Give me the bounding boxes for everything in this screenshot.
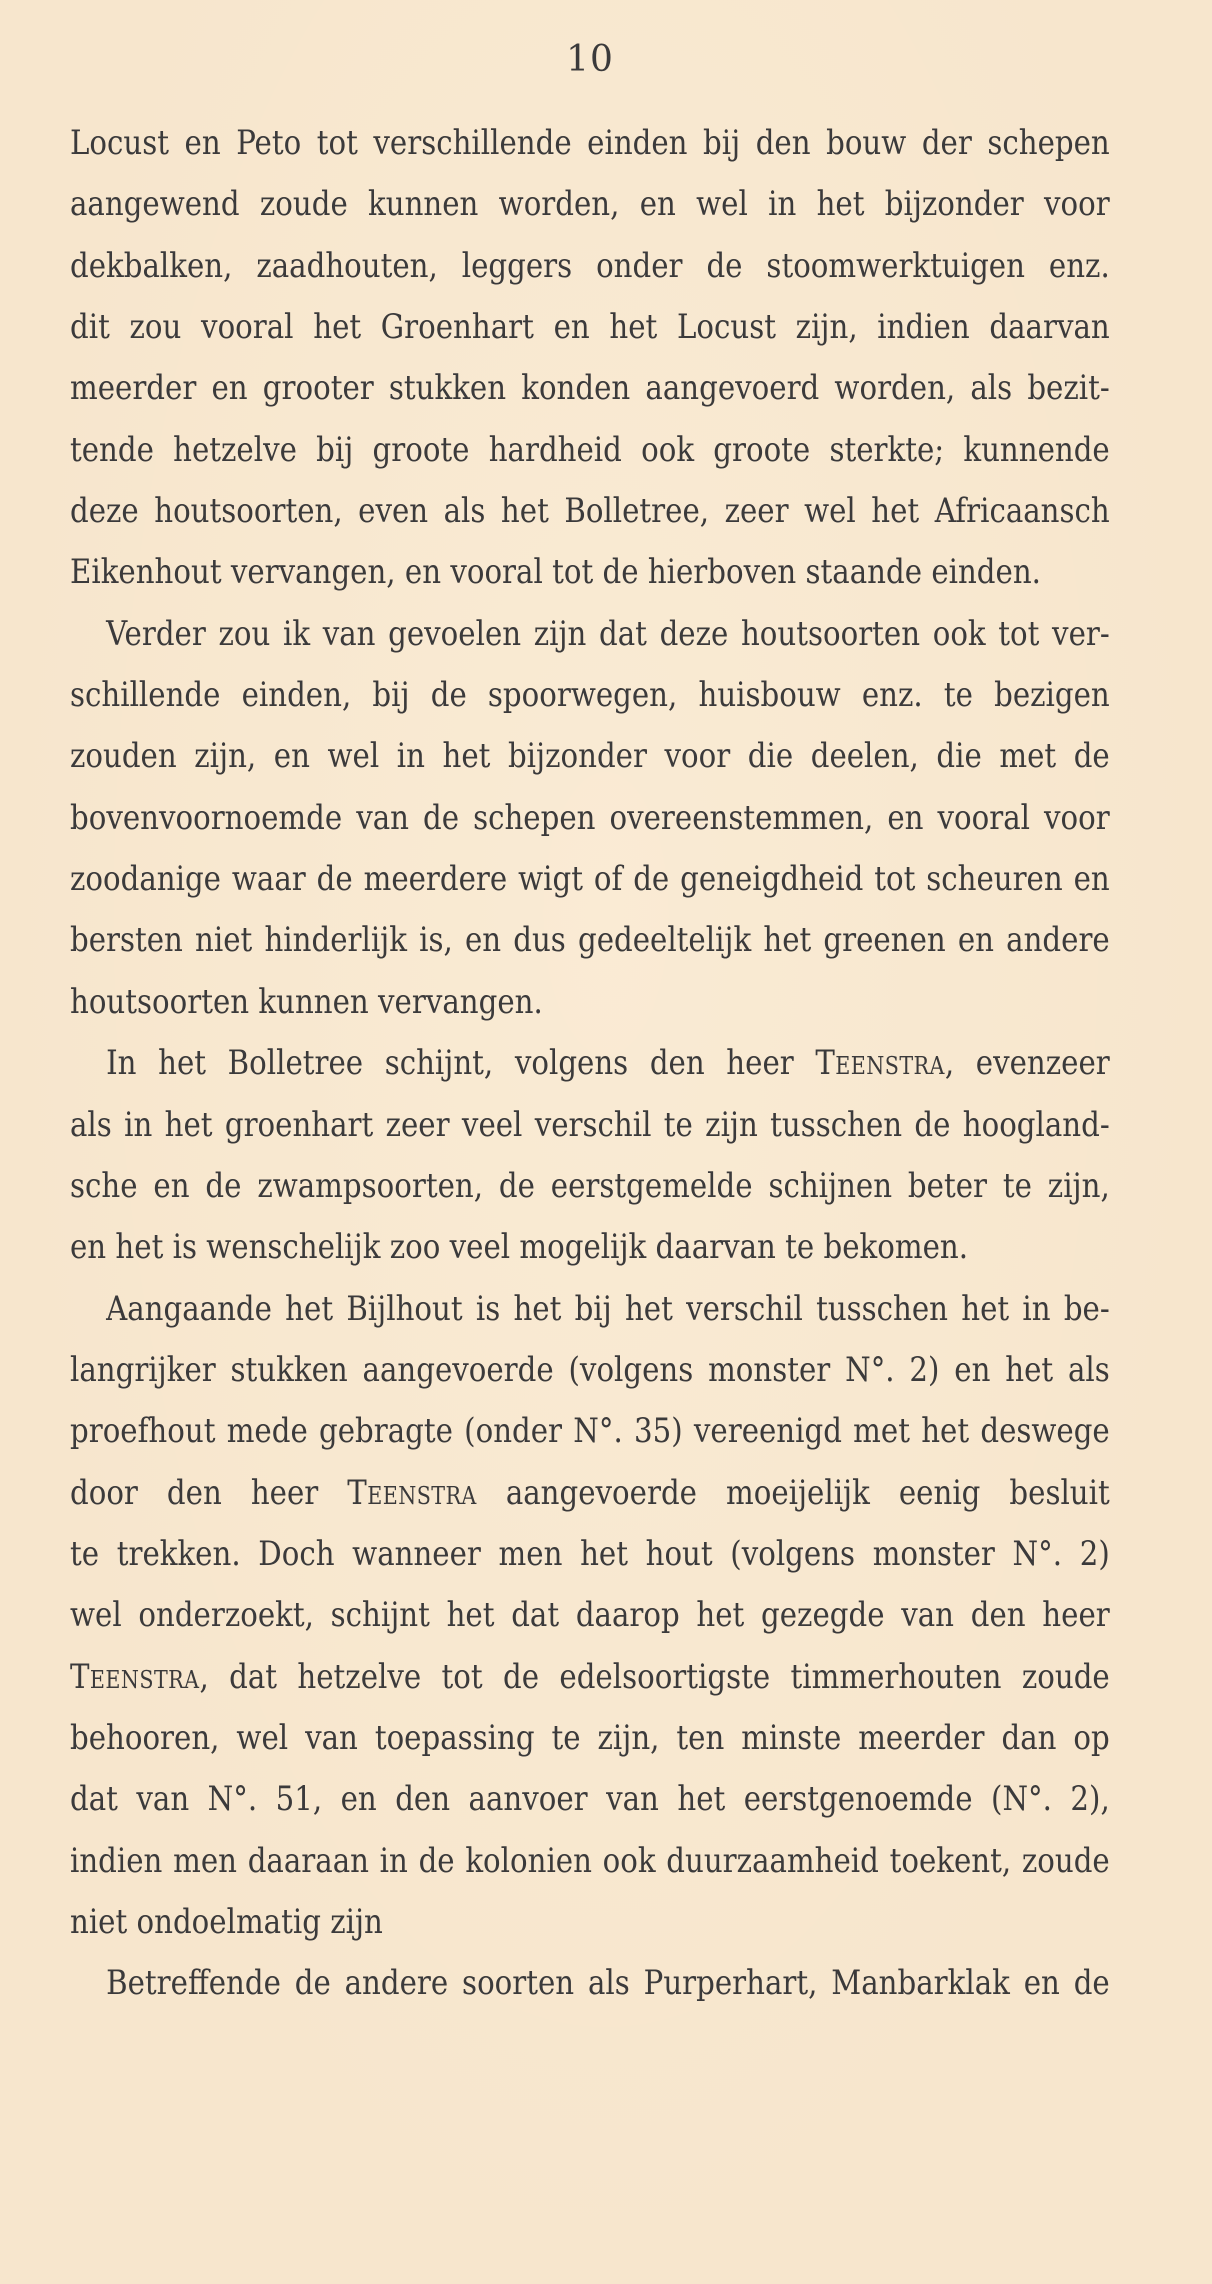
text-line: behooren, wel van toepassing te zijn, ten minste meerder dan op [70,1717,1110,1758]
text-line: niet ondoelmatig zijn [70,1901,383,1942]
text-line: dit zou vooral het Groenhart en het Locust zijn, indien daarvan [70,307,1110,348]
text-segment: , evenzeer [944,1043,1110,1084]
page-number: 10 [566,39,614,80]
text-line [70,1647,1110,1708]
text-line: dat van N°. 51, en den aanvoer van het eerstgenoemde (N°. 2), [70,1779,1110,1820]
text-line: Locust en Peto tot verschillende einden bij den bouw der schepen [70,123,1110,163]
author-name: Teenstra [70,1656,200,1697]
text-line: als in het groenhart zeer veel verschil te zijn tusschen de hoogland- [70,1104,1110,1145]
author-name: Teenstra [347,1472,477,1513]
text-line: tende hetzelve bij groote hardheid ook groote sterkte; kunnende [70,429,1110,470]
text-line: deze houtsoorten, even als het Bolletree, zeer wel het Africaansch [70,491,1110,532]
text-line: aangewend zoude kunnen worden, en wel in het bijzonder voor [70,184,1110,225]
text-line: schillende einden, bij de spoorwegen, huisbouw enz. te bezigen [70,675,1110,716]
text-line: proefhout mede gebragte (onder N°. 35) vereenigd met het deswege [70,1411,1110,1452]
text-line: en het is wenschelijk zoo veel mogelijk daarvan te bekomen. [70,1227,969,1268]
text-line: bersten niet hinderlijk is, en dus gedeeltelijk het greenen en andere [70,920,1110,961]
text-segment: door den heer [70,1472,319,1513]
text-line: meerder en grooter stukken konden aangevoerd worden, als bezit- [70,368,1110,409]
text-segment: In het Bolletree schijnt, volgens den heer [106,1043,794,1084]
text-line: sche en de zwampsoorten, de eerstgemelde schijnen beter te zijn, [70,1165,1110,1206]
text-line: zouden zijn, en wel in het bijzonder voor die deelen, die met de [70,736,1110,777]
text-line: bovenvoornoemde van de schepen overeenstemmen, en vooral voor [70,797,1110,838]
text-segment: aangevoerde moeijelijk eenig besluit [505,1472,1110,1513]
text-line: te trekken. Doch wanneer men het hout (volgens monster N°. 2) [70,1533,1110,1574]
text-line: Verder zou ik van gevoelen zijn dat deze houtsoorten ook tot ver- [106,613,1110,654]
body-text [70,113,1110,2015]
text-segment: , dat hetzelve tot de edelsoortigste timmerhouten zoude [199,1656,1110,1697]
text-line: houtsoorten kunnen vervangen. [70,981,543,1022]
text-line: langrijker stukken aangevoerde (volgens monster N°. 2) en het als [70,1349,1110,1390]
text-line: Aangaande het Bijlhout is het bij het verschil tusschen het in be- [106,1288,1110,1329]
text-line: zoodanige waar de meerdere wigt of de geneigdheid tot scheuren en [70,859,1110,900]
text-line: Eikenhout vervangen, en vooral tot de hierboven staande einden. [70,552,1041,593]
text-line: indien men daaraan in de kolonien ook duurzaamheid toekent, zoude [70,1840,1110,1881]
text-line [70,1033,1110,1094]
text-line [70,1463,1110,1524]
text-line: Betreffende de andere soorten als Purperhart, Manbarklak en de [106,1963,1110,2004]
text-line: dekbalken, zaadhouten, leggers onder de stoomwerktuigen enz. [70,245,1110,286]
text-line: wel onderzoekt, schijnt het dat daarop het gezegde van den heer [70,1595,1110,1636]
author-name: Teenstra [815,1043,945,1084]
